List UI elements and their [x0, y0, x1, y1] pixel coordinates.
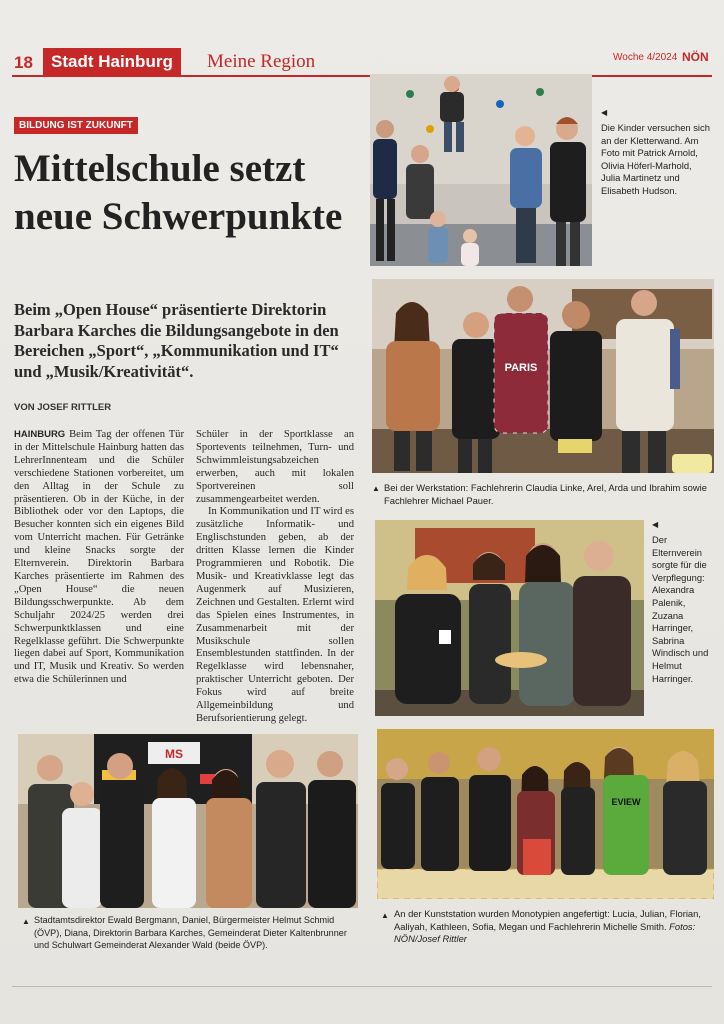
body-text-1: Beim Tag der offenen Tür in der Mittelschule Hainburg hatten das LehrerInnenteam und die Schüler verschiedene Stationen vorbereitet, um den Alltag in der Schule zu präsentieren. Ob in der Küche, in der Bibliothek oder vor den Laptops, die Besucher konnten sich ein eigenes Bild vom Unterricht machen. Für Getränke und kleine Snacks sorgte der Elternverein. Direktorin Barbara Karches präsentierte im Rahmen des „Open House“ die neuen Bildungsschwerpunkte. Ab dem Schuljahr 2024/25 werden drei Schwerpunktklassen und eine Regelklasse geführt. Die Schwerpunkte liegen dabei auf Sport, Kommunikation und IT, Musik und Kreativ. So werden etwa die Schülerinnen und — [14, 429, 184, 686]
caption-officials: Stadtamtsdirektor Ewald Bergmann, Daniel, Bürgermeister Helmut Schmid (ÖVP), Diana, Direktorin Barbara Karches, Gemeinderat Dieter Kaltenbrunner und Schulwart Gemeinderat Alexander Wald (beide ÖVP). — [34, 915, 347, 951]
photo-climbing-wall — [370, 74, 592, 266]
caption-climbing: Die Kinder versuchen sich an der Kletterwand. Am Foto mit Patrick Arnold, Olivia Höferl-Marhold, Julia Martinetz und Elisabeth Hudson. — [601, 122, 710, 196]
lead-paragraph: Beim „Open House“ präsentierte Direktorin Barbara Karches die Bildungsangebote in den Bereichen „Sport“, „Kommunikation und IT“ und „Musik/Kreativität“. — [14, 300, 339, 381]
photo-credit: Fotos: NÖN/Josef Rittler — [394, 920, 696, 945]
caption-art — [394, 908, 714, 946]
section-label: Stadt Hainburg — [43, 48, 181, 76]
caption-pointer-icon: ◀ — [601, 108, 608, 117]
photo-art-station — [377, 729, 714, 899]
page-number: 18 — [14, 53, 33, 72]
body-column-2 — [196, 429, 354, 726]
photo-workshop — [372, 279, 714, 473]
topic-tag: BILDUNG IST ZUKUNFT — [14, 117, 138, 134]
author-byline: VON JOSEF RITTLER — [14, 402, 112, 413]
photo-parents-association — [375, 520, 644, 716]
caption-pointer-icon: ▲ — [381, 911, 389, 920]
caption-pointer-icon: ▲ — [372, 484, 380, 493]
hoodie-print: EVIEW — [611, 797, 641, 807]
region-label: Meine Region — [207, 51, 316, 72]
publication-logo: NÖN — [682, 50, 709, 64]
headline: Mittelschule setzt neue Schwerpunkte — [14, 147, 343, 238]
caption-pointer-icon: ▲ — [22, 917, 30, 926]
issue-label: Woche 4/2024 — [613, 52, 678, 63]
poster-text: MS — [165, 747, 183, 761]
caption-parents: Der Elternverein sorgte für die Verpflegung: Alexandra Palenik, Zuzana Harringer, Sabrina Windisch und Helmut Harringer. — [652, 534, 709, 684]
caption-art-text: An der Kunststation wurden Monotypien angefertigt: Lucia, Julian, Florian, Aaliyah, Kathleen, Sofia, Megan und Fachlehrerin Michelle Smith. — [394, 908, 701, 932]
dateline: HAINBURG — [14, 429, 66, 440]
caption-pointer-icon: ◀ — [652, 520, 659, 529]
shirt-print: PARIS — [504, 362, 538, 374]
photo-officials — [18, 734, 358, 908]
caption-workshop: Bei der Werkstation: Fachlehrerin Claudia Linke, Arel, Arda und Ibrahim sowie Fachlehrer Michael Pauer. — [384, 482, 707, 506]
body-text-3: In Kommunikation und IT wird es zusätzliche Informatik- und Englischstunden geben, ab der dritten Klasse lernen die Kinder Programmieren und Robotik. Die Musik- und Kreativklasse legt das Augenmerk auf Musizieren, Zeichnen und Gestalten. Erlernt wird das Spielen eines Instrumentes, in Zusammenarbeit mit der Musikschule sollen Ensemblestunden stattfinden. In der Regelklasse wird lebensnaher, praktischer Unterricht geboten. Der Fokus wird auf breite Allgemeinbildung und Berufsorientierung gelegt. — [196, 506, 354, 724]
body-text-2: Schüler in der Sportklasse an Sportevents teilnehmen, Turn- und Schwimmleistungsabzeichen erwerben, auch mit lokalen Sportvereinen soll zusammengearbeitet werden. — [196, 429, 354, 505]
body-column-1 — [14, 429, 184, 687]
footer-rule — [12, 986, 712, 987]
header-rule — [12, 75, 712, 77]
